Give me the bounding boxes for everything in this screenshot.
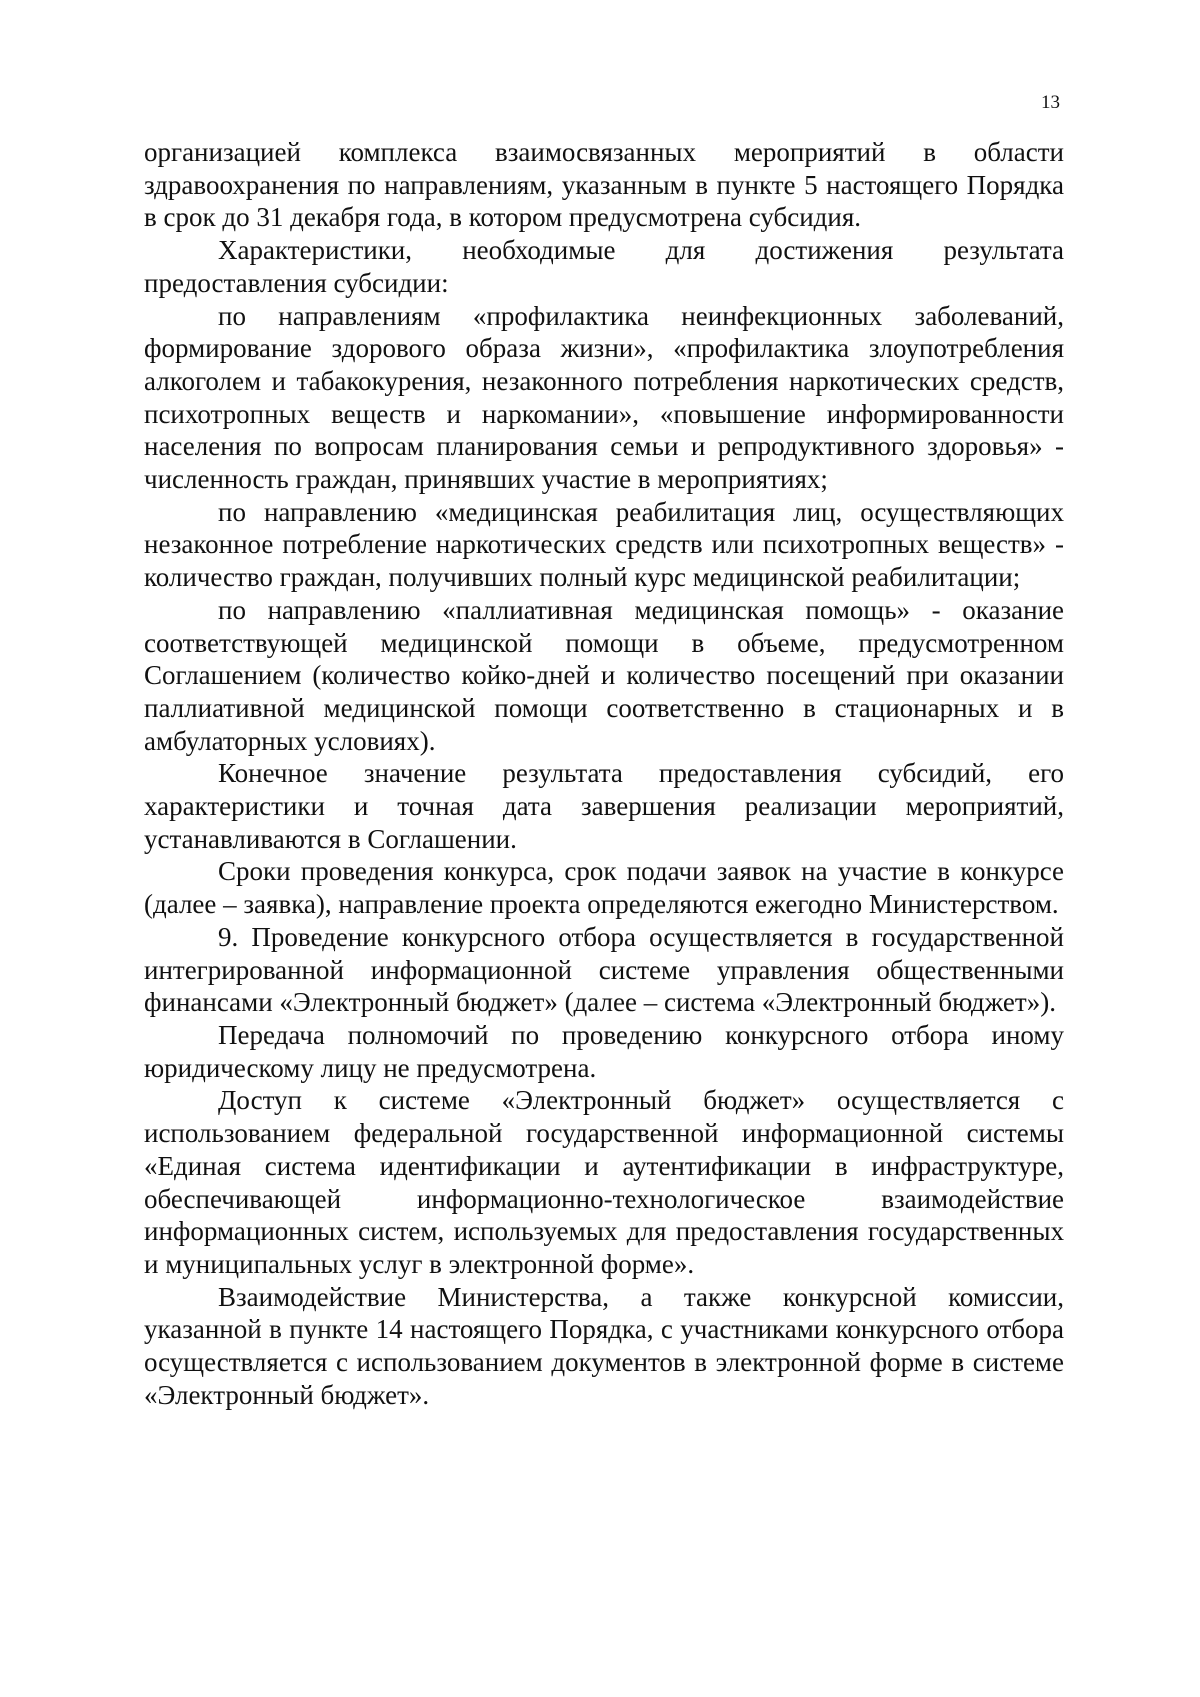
paragraph: по направлению «медицинская реабилитация лиц, осуществляющих незаконное потребление наркотических средств или психотропных веществ» - количество граждан, получивших полный курс медицинской реабилитации; (144, 496, 1064, 593)
page-number: 13 (1041, 92, 1060, 113)
paragraph-item-9: 9. Проведение конкурсного отбора осуществляется в государственной интегрированной информационной системе управления общественными финансами «Электронный бюджет» (далее – система «Электронный бюджет»). (144, 921, 1064, 1018)
paragraph: организацией комплекса взаимосвязанных мероприятий в области здравоохранения по направлениям, указанным в пункте 5 настоящего Порядка в срок до 31 декабря года, в котором предусмотрена субсидия. (144, 137, 1064, 233)
paragraph: Передача полномочий по проведению конкурсного отбора иному юридическому лицу не предусмотрена. (144, 1019, 1064, 1083)
paragraph: по направлениям «профилактика неинфекционных заболеваний, формирование здорового образа жизни», «профилактика злоупотребления алкоголем и табакокурения, незаконного потребления наркотических средств, психотропных веществ и наркомании», «повышение информированности населения по вопросам планирования семьи и репродуктивного здоровья» - численность граждан, принявших участие в мероприятиях; (144, 300, 1064, 495)
paragraph: Доступ к системе «Электронный бюджет» осуществляется с использованием федеральной государственной информационной системы «Единая система идентификации и аутентификации в инфраструктуре, обеспечивающей информационно-технологическое взаимодействие информационных систем, используемых для предоставления государственных и муниципальных услуг в электронной форме». (144, 1085, 1064, 1279)
document-body (144, 136, 1064, 1411)
paragraph: по направлению «паллиативная медицинская помощь» - оказание соответствующей медицинской помощи в объеме, предусмотренном Соглашением (количество койко-дней и количество посещений при оказании паллиативной медицинской помощи соответственно в стационарных и в амбулаторных условиях). (144, 594, 1064, 756)
paragraph: Взаимодействие Министерства, а также конкурсной комиссии, указанной в пункте 14 настоящего Порядка, с участниками конкурсного отбора осуществляется с использованием документов в электронной форме в системе «Электронный бюджет». (144, 1281, 1064, 1410)
paragraph: Конечное значение результата предоставления субсидий, его характеристики и точная дата завершения реализации мероприятий, устанавливаются в Соглашении. (144, 758, 1064, 854)
paragraph: Характеристики, необходимые для достижения результата предоставления субсидии: (144, 235, 1064, 298)
paragraph: Сроки проведения конкурса, срок подачи заявок на участие в конкурсе (далее – заявка), направление проекта определяются ежегодно Министерством. (144, 856, 1064, 920)
